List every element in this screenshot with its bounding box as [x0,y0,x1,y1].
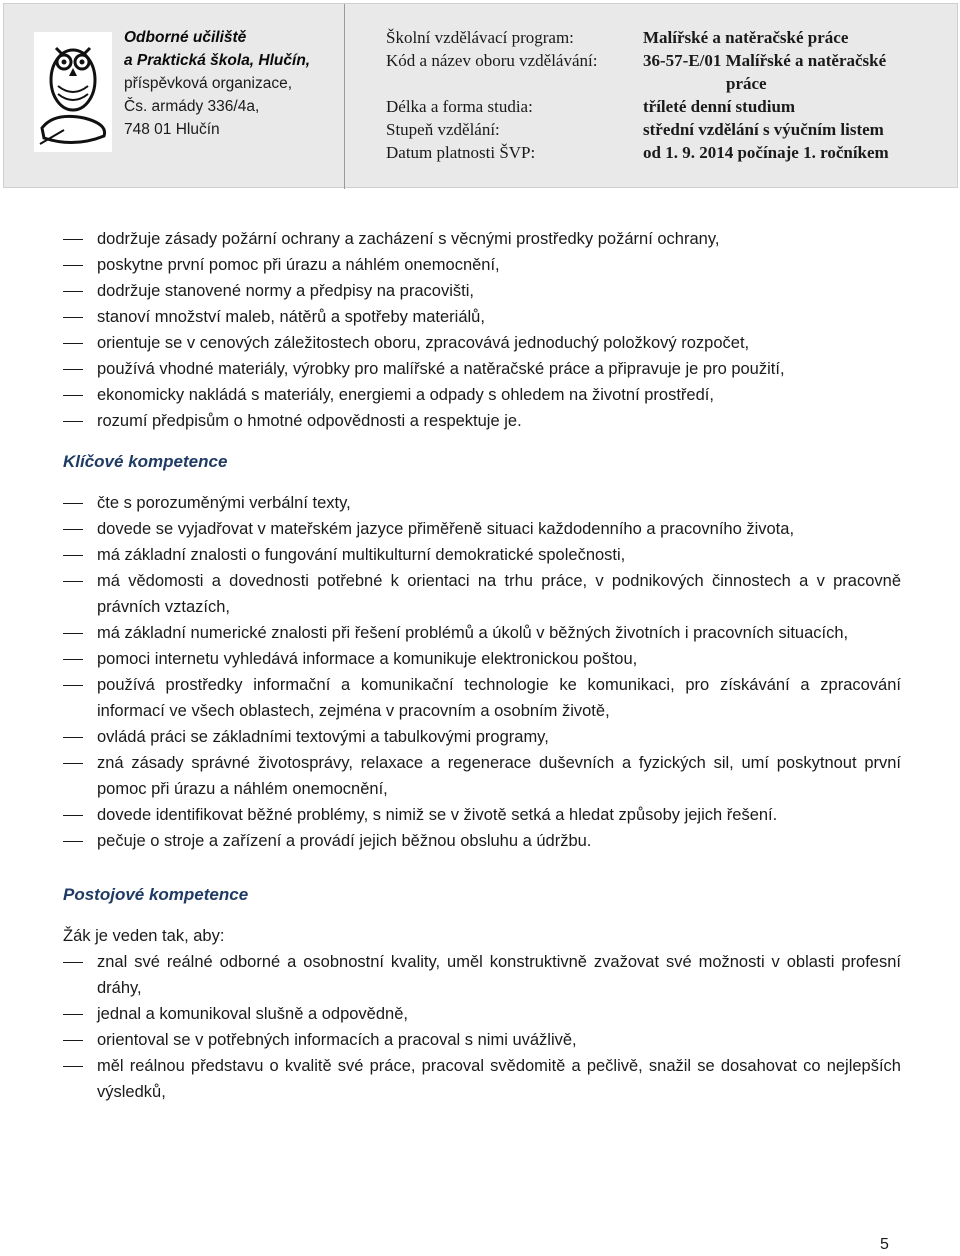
list-item: má vědomosti a dovednosti potřebné k orientaci na trhu práce, v podnikových činnostech a v pracovně právních vztazích, [63,568,901,620]
professional-competence-list [63,226,901,434]
school-name-line1: Odborné učiliště [124,29,247,46]
list-item: stanoví množství maleb, nátěrů a spotřeby materiálů, [63,304,901,330]
list-item: jednal a komunikoval slušně a odpovědně, [63,1001,901,1027]
school-city: 748 01 Hlučín [124,121,220,138]
validity-label: Datum platnosti ŠVP: [386,143,536,162]
page-content [63,226,901,1105]
list-item: zná zásady správné životosprávy, relaxace a regenerace duševních a fyzických sil, umí poskytnout první pomoc při úrazu a náhlém onemocnění, [63,750,901,802]
document-header [3,3,958,188]
list-item: dodržuje zásady požární ochrany a zacházení s věcnými prostředky požární ochrany, [63,226,901,252]
attitude-intro: Žák je veden tak, aby: [63,927,225,945]
school-name-line2: a Praktická škola, Hlučín, [124,52,311,69]
list-item: čte s porozuměnými verbální texty, [63,490,901,516]
list-item: dovede se vyjadřovat v mateřském jazyce přiměřeně situaci každodenního a pracovního života, [63,516,901,542]
list-item: má základní numerické znalosti při řešení problémů a úkolů v běžných životních i pracovních situacích, [63,620,901,646]
list-item: používá vhodné materiály, výrobky pro malířské a natěračské práce a připravuje je pro použití, [63,356,901,382]
list-item: dovede identifikovat běžné problémy, s nimiž se v životě setká a hledat způsoby jejich řešení. [63,802,901,828]
school-street: Čs. armády 336/4a, [124,98,260,115]
field-code-label: Kód a název oboru vzdělávání: [386,51,598,70]
list-item: má základní znalosti o fungování multikulturní demokratické společnosti, [63,542,901,568]
list-item: orientoval se v potřebných informacích a pracoval s nimi uvážlivě, [63,1027,901,1053]
education-level-label: Stupeň vzdělání: [386,120,500,139]
education-level-value: střední vzdělání s výučním listem [643,120,884,139]
list-item: ovládá práci se základními textovými a tabulkovými programy, [63,724,901,750]
field-code-value: 36-57-E/01 Malířské a natěračské [643,51,887,70]
school-address [124,26,344,141]
list-item: rozumí předpisům o hmotné odpovědnosti a respektuje je. [63,408,901,434]
list-item: používá prostředky informační a komunikační technologie ke komunikaci, pro získávání a zpracování informací ve všech oblastech, zejména v pracovním a osobním životě, [63,672,901,724]
program-value: Malířské a natěračské práce [643,28,849,47]
list-item: měl reálnou představu o kvalitě své práce, pracoval svědomitě a pečlivě, snažil se dosahovat co nejlepších výsledků, [63,1053,901,1105]
list-item: dodržuje stanovené normy a předpisy na pracovišti, [63,278,901,304]
field-code-value-cont: práce [726,74,767,93]
attitude-competences-heading: Postojové kompetence [63,885,249,904]
attitude-competences-list [63,949,901,1105]
duration-value: tříleté denní studium [643,97,796,116]
page-number: 5 [880,1236,889,1253]
list-item: pomoci internetu vyhledává informace a komunikuje elektronickou poštou, [63,646,901,672]
key-competences-heading: Klíčové kompetence [63,452,228,471]
list-item: ekonomicky nakládá s materiály, energiemi a odpady s ohledem na životní prostředí, [63,382,901,408]
list-item: znal své reálné odborné a osobnostní kvality, uměl konstruktivně zvažovat své možnosti v oblasti profesní dráhy, [63,949,901,1001]
duration-label: Délka a forma studia: [386,97,533,116]
list-item: orientuje se v cenových záležitostech oboru, zpracovává jednoduchý položkový rozpočet, [63,330,901,356]
list-item: pečuje o stroje a zařízení a provádí jejich běžnou obsluhu a údržbu. [63,828,901,854]
school-name-line3: příspěvková organizace, [124,75,293,92]
school-owl-logo-icon [34,32,112,152]
header-divider [344,4,345,189]
validity-value: od 1. 9. 2014 počínaje 1. ročníkem [643,143,889,162]
program-info [386,26,946,164]
program-label: Školní vzdělávací program: [386,28,574,47]
list-item: poskytne první pomoc při úrazu a náhlém onemocnění, [63,252,901,278]
key-competences-list [63,490,901,854]
